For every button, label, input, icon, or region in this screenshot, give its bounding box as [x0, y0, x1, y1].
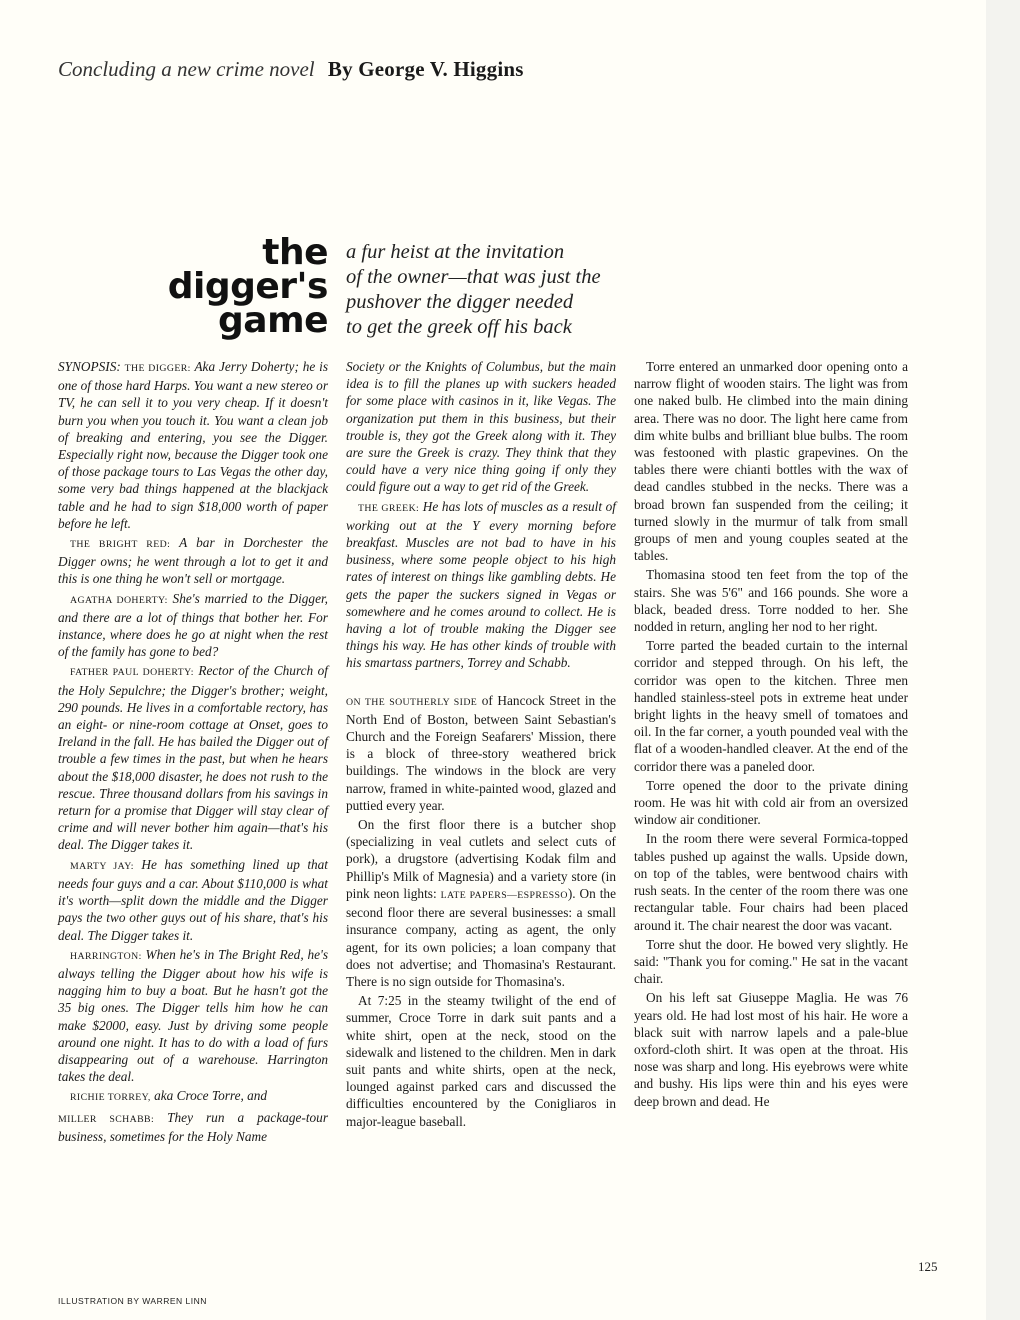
story-paragraph: Torre shut the door. He bowed very slightly. He said: "Thank you for coming." He sat in the vacant chair.	[634, 936, 908, 987]
story-paragraph: On his left sat Giuseppe Maglia. He was 76 years old. He had lost most of his hair. He wore a black suit with narrow lapels and a pale-blue oxford-cloth shirt. It was open at the throat. His nose was sharp and long. His eyebrows were white and bushy. His lips were thin and his eyes were deep brown and dead. He	[634, 990, 908, 1109]
story-paragraph	[346, 816, 616, 990]
deck-line: of the owner—that was just the	[346, 266, 601, 288]
synopsis-entry	[58, 1087, 328, 1106]
character-name: FATHER PAUL DOHERTY:	[70, 667, 194, 679]
opening-words: ON THE SOUTHERLY SIDE	[346, 696, 478, 708]
synopsis-entry	[346, 498, 616, 672]
synopsis-entry	[58, 534, 328, 588]
story-paragraph: Torre parted the beaded curtain to the internal corridor and stepped through. On his left, the corridor was open to the kitchen. Three men handled stainless-steel pots in extreme heat under bright lights in the heavy smell of tomatoes and oil. In the far corner, a youth pounded veal with the flat of a wooden-handled cleaver. At the end of the corridor there was a paneled door.	[634, 638, 908, 774]
story-title	[110, 232, 328, 341]
page-number: 125	[918, 1259, 938, 1274]
character-description: He has lots of muscles as a result of working out at the Y every morning before breakfast. Muscles are not bad to have in his business, where some people object to his high rates of interest on things like gambling debts. He gets the paper the suckers signed in Vegas or somewhere and he comes around to collect. He is having a lot of trouble making the Digger see things his way. He has other kinds of trouble with his smartass partners, Torrey and Schabb.	[346, 498, 616, 671]
synopsis-entry	[58, 1109, 328, 1145]
synopsis-entry	[58, 358, 328, 532]
story-paragraph: Torre opened the door to the private dining room. He was hit with cold air from an oversized window air conditioner.	[634, 777, 908, 828]
synopsis-entry	[58, 946, 328, 1086]
character-description: She's married to the Digger, and there are a lot of things that bother her. For instance, where does he go at night when the rest of the family has gone to bed?	[58, 590, 329, 660]
character-name: RICHIE TORREY,	[70, 1092, 151, 1104]
story-paragraph	[346, 692, 616, 814]
character-description: aka Croce Torre, and	[154, 1088, 268, 1104]
story-paragraph: Thomasina stood ten feet from the top of the stairs. She was 5'6" and 166 pounds. She wore a black, beaded dress. Torre nodded to her. She nodded in return, angling her nod to her right.	[634, 567, 908, 635]
character-name: THE GREEK:	[358, 502, 420, 514]
paragraph-text: of Hancock Street in the North End of Boston, between Saint Sebastian's Church and the Foreign Seafarers' Mission, there is a block of three-story weathered brick buildings. The windows in the block are very narrow, framed in white-painted wood, glazed and puttied every year.	[346, 692, 616, 813]
character-description: A bar in Dorchester the Digger owns; he went through a lot to get it and this is one thing he won't sell or mortgage.	[58, 535, 328, 587]
character-description: Society or the Knights of Columbus, but the main idea is to fill the planes up with suckers headed for some place with casinos in it, like Vegas. The organization put them in this business, but their trouble is, they got the Greek along with it. They are sure the Greek is crazy. They think that they could have a very nice thing going if only they could figure out a way to get rid of the Greek.	[346, 359, 616, 495]
middle-column	[346, 358, 616, 1132]
character-description: When he's in The Bright Red, he's always telling the Digger about how his wife is nagging him to buy a boat. But he hasn't got the 35 big ones. The Digger tells him how he can make $2000, easy. Just by driving some people around one night. It has to do with a load of furs disappearing out of a warehouse. Harrington takes the deal.	[58, 946, 329, 1085]
deck-line: a fur heist at the invitation	[346, 241, 565, 263]
character-description: He has something lined up that needs four guys and a car. About $110,000 is what it's worth—split down the middle and the Digger pays the two other guys out of his share, that's his deal. The Digger takes it.	[58, 856, 329, 943]
header	[58, 57, 524, 82]
story-paragraph: In the room there were several Formica-topped tables pushed up against the walls. Upside down, on top of the tables, were bentwood chairs with rush seats. In the center of the room there was one rectangular table. Four chairs had been placed around it. The chair nearest the door was vacant.	[634, 831, 908, 933]
neon-sign-text: LATE PAPERS—ESPRESSO	[440, 889, 568, 901]
paragraph-text: At 7:25 in the steamy twilight of the end of summer, Croce Torre in dark suit pants and a white shirt, open at the neck, stood on the sidewalk and listened to the children. Men in dark suit pants and white shirts, open at the neck, lounged against parked cars and discussed the difficulties encountered by the Conigliaros in major-league baseball.	[346, 993, 616, 1129]
story-paragraph	[346, 992, 616, 1130]
character-name: HARRINGTON:	[70, 950, 142, 962]
synopsis-heading: SYNOPSIS:	[58, 359, 121, 374]
right-column	[634, 358, 908, 1112]
byline: By George V. Higgins	[327, 57, 524, 81]
title-line: the	[262, 232, 328, 273]
paragraph-text: On the first floor there is a butcher shop (specializing in veal cutlets and select cuts of pork), a drugstore (advertising Kodak film and Phillip's Milk of Magnesia) and a variety store (in pink neon lights:	[346, 817, 616, 901]
synopsis-column	[58, 358, 328, 1147]
synopsis-entry	[58, 662, 328, 853]
character-name: MARTY JAY:	[70, 860, 134, 872]
deck-line: to get the greek off his back	[346, 316, 572, 338]
character-description: Rector of the Church of the Holy Sepulchre; the Digger's brother; weight, 290 pounds. He lives in a comfortable rectory, has an eight- or nine-room cottage at Onset, goes to Ireland in the fall. He has bailed the Digger out of trouble a few times in the past, but when he hears about the $18,000 disaster, he does not rush to the rescue. Three thousand dollars from his savings in return for a promise that Digger will stay clear of crime and will never bother him again—that's his deal. The Digger takes it.	[58, 663, 328, 853]
section-break	[346, 674, 616, 692]
synopsis-entry	[58, 590, 328, 661]
character-description: Aka Jerry Doherty; he is one of those hard Harps. You want a new stereo or TV, he can sell it to you very cheap. If it doesn't burn you when you touch it. You want a clean job of breaking and entering, you see the Digger. Especially right now, because the Digger took one of those package tours to Las Vegas the other day, some very bad things happened at the blackjack table and he had to sign $18,000 worth of paper before he left.	[58, 359, 328, 531]
illustration-credit: ILLUSTRATION BY WARREN LINN	[58, 1296, 207, 1306]
deck-line: pushover the digger needed	[346, 291, 574, 313]
character-name: THE DIGGER:	[124, 363, 191, 374]
deck	[346, 240, 646, 340]
title-line: digger's	[167, 266, 328, 307]
story-paragraph: Torre entered an unmarked door opening onto a narrow flight of wooden stairs. The light was from one naked bulb. He climbed into the main dining area. There was no door. The light here came from dim white bulbs and brilliant blue bulbs. The room was festooned with plastic grapevines. On the tables there were chianti bottles with the wax of dead candles stubbed in the necks. There was a broad brown fan suspended from the ceiling; it turned slowly in the murmur of talk from small groups of men and young couples seated at the tables.	[634, 359, 908, 564]
character-name: AGATHA DOHERTY:	[70, 594, 168, 606]
header-lead: Concluding a new crime novel	[58, 57, 315, 81]
character-description: They run a package-tour business, sometimes for the Holy Name	[58, 1109, 329, 1144]
synopsis-entry	[346, 358, 616, 496]
title-line: game	[218, 300, 328, 341]
page-edge	[986, 0, 1020, 1320]
character-name: MILLER SCHABB:	[58, 1113, 155, 1125]
character-name: THE BRIGHT RED:	[70, 539, 171, 551]
paragraph-text: ). On the second floor there are several businesses: a small insurance company, acting as agent, the only agent, for its own policies; a loan company that does not advertise; and Thomasina's Restaurant. There is no sign outside for Thomasina's.	[346, 885, 616, 989]
synopsis-entry	[58, 856, 328, 944]
